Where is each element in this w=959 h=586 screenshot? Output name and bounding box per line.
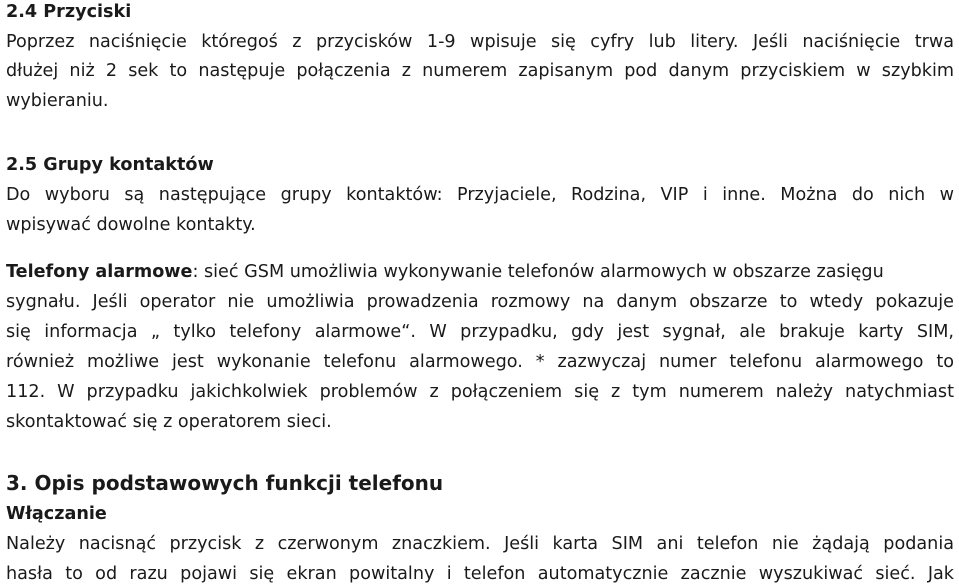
paragraph-line: również możliwe jest wykonanie telefonu alarmowego. * zazwyczaj numer telefonu alarmowego to — [6, 352, 954, 372]
paragraph-line: hasła to od razu pojawi się ekran powitalny i telefon automatycznie zacznie wyszukiwać sieć. Jak — [6, 564, 954, 584]
alarm-label: Telefony alarmowe — [6, 262, 193, 282]
section-heading-2-4: 2.4 Przyciski — [6, 2, 132, 22]
paragraph-line: Do wyboru są następujące grupy kontaktów: Przyjaciele, Rodzina, VIP i inne. Można do nich w — [6, 185, 954, 205]
subheading-wlaczanie: Włączanie — [6, 504, 107, 524]
section-heading-2-5: 2.5 Grupy kontaktów — [6, 155, 214, 175]
paragraph-line: 112. W przypadku jakichkolwiek problemów z połączeniem się z tym numerem należy natychmiast — [6, 382, 954, 402]
paragraph-line: wybieraniu. — [6, 91, 109, 111]
paragraph-line: skontaktować się z operatorem sieci. — [6, 412, 332, 432]
paragraph-line: sygnału. Jeśli operator nie umożliwia prowadzenia rozmowy na danym obszarze to wtedy pokazuje — [6, 292, 954, 312]
paragraph-line: się informacja „ tylko telefony alarmowe“. W przypadku, gdy jest sygnał, ale brakuje karty SIM, — [6, 322, 954, 342]
paragraph-line: dłużej niż 2 sek to następuje połączenia z numerem zapisanym pod danym przyciskiem w szybkim — [6, 61, 954, 81]
paragraph-line: Należy nacisnąć przycisk z czerwonym znaczkiem. Jeśli karta SIM ani telefon nie żądają podania — [6, 534, 954, 554]
paragraph-line: Poprzez naciśnięcie któregoś z przycisków 1-9 wpisuje się cyfry lub litery. Jeśli naciśnięcie trwa — [6, 32, 954, 52]
alarm-paragraph-first-line — [6, 261, 884, 283]
section-heading-3: 3. Opis podstawowych funkcji telefonu — [6, 471, 444, 495]
alarm-line-rest: : sieć GSM umożliwia wykonywanie telefonów alarmowych w obszarze zasięgu — [192, 262, 884, 282]
paragraph-line: wpisywać dowolne kontakty. — [6, 215, 256, 235]
